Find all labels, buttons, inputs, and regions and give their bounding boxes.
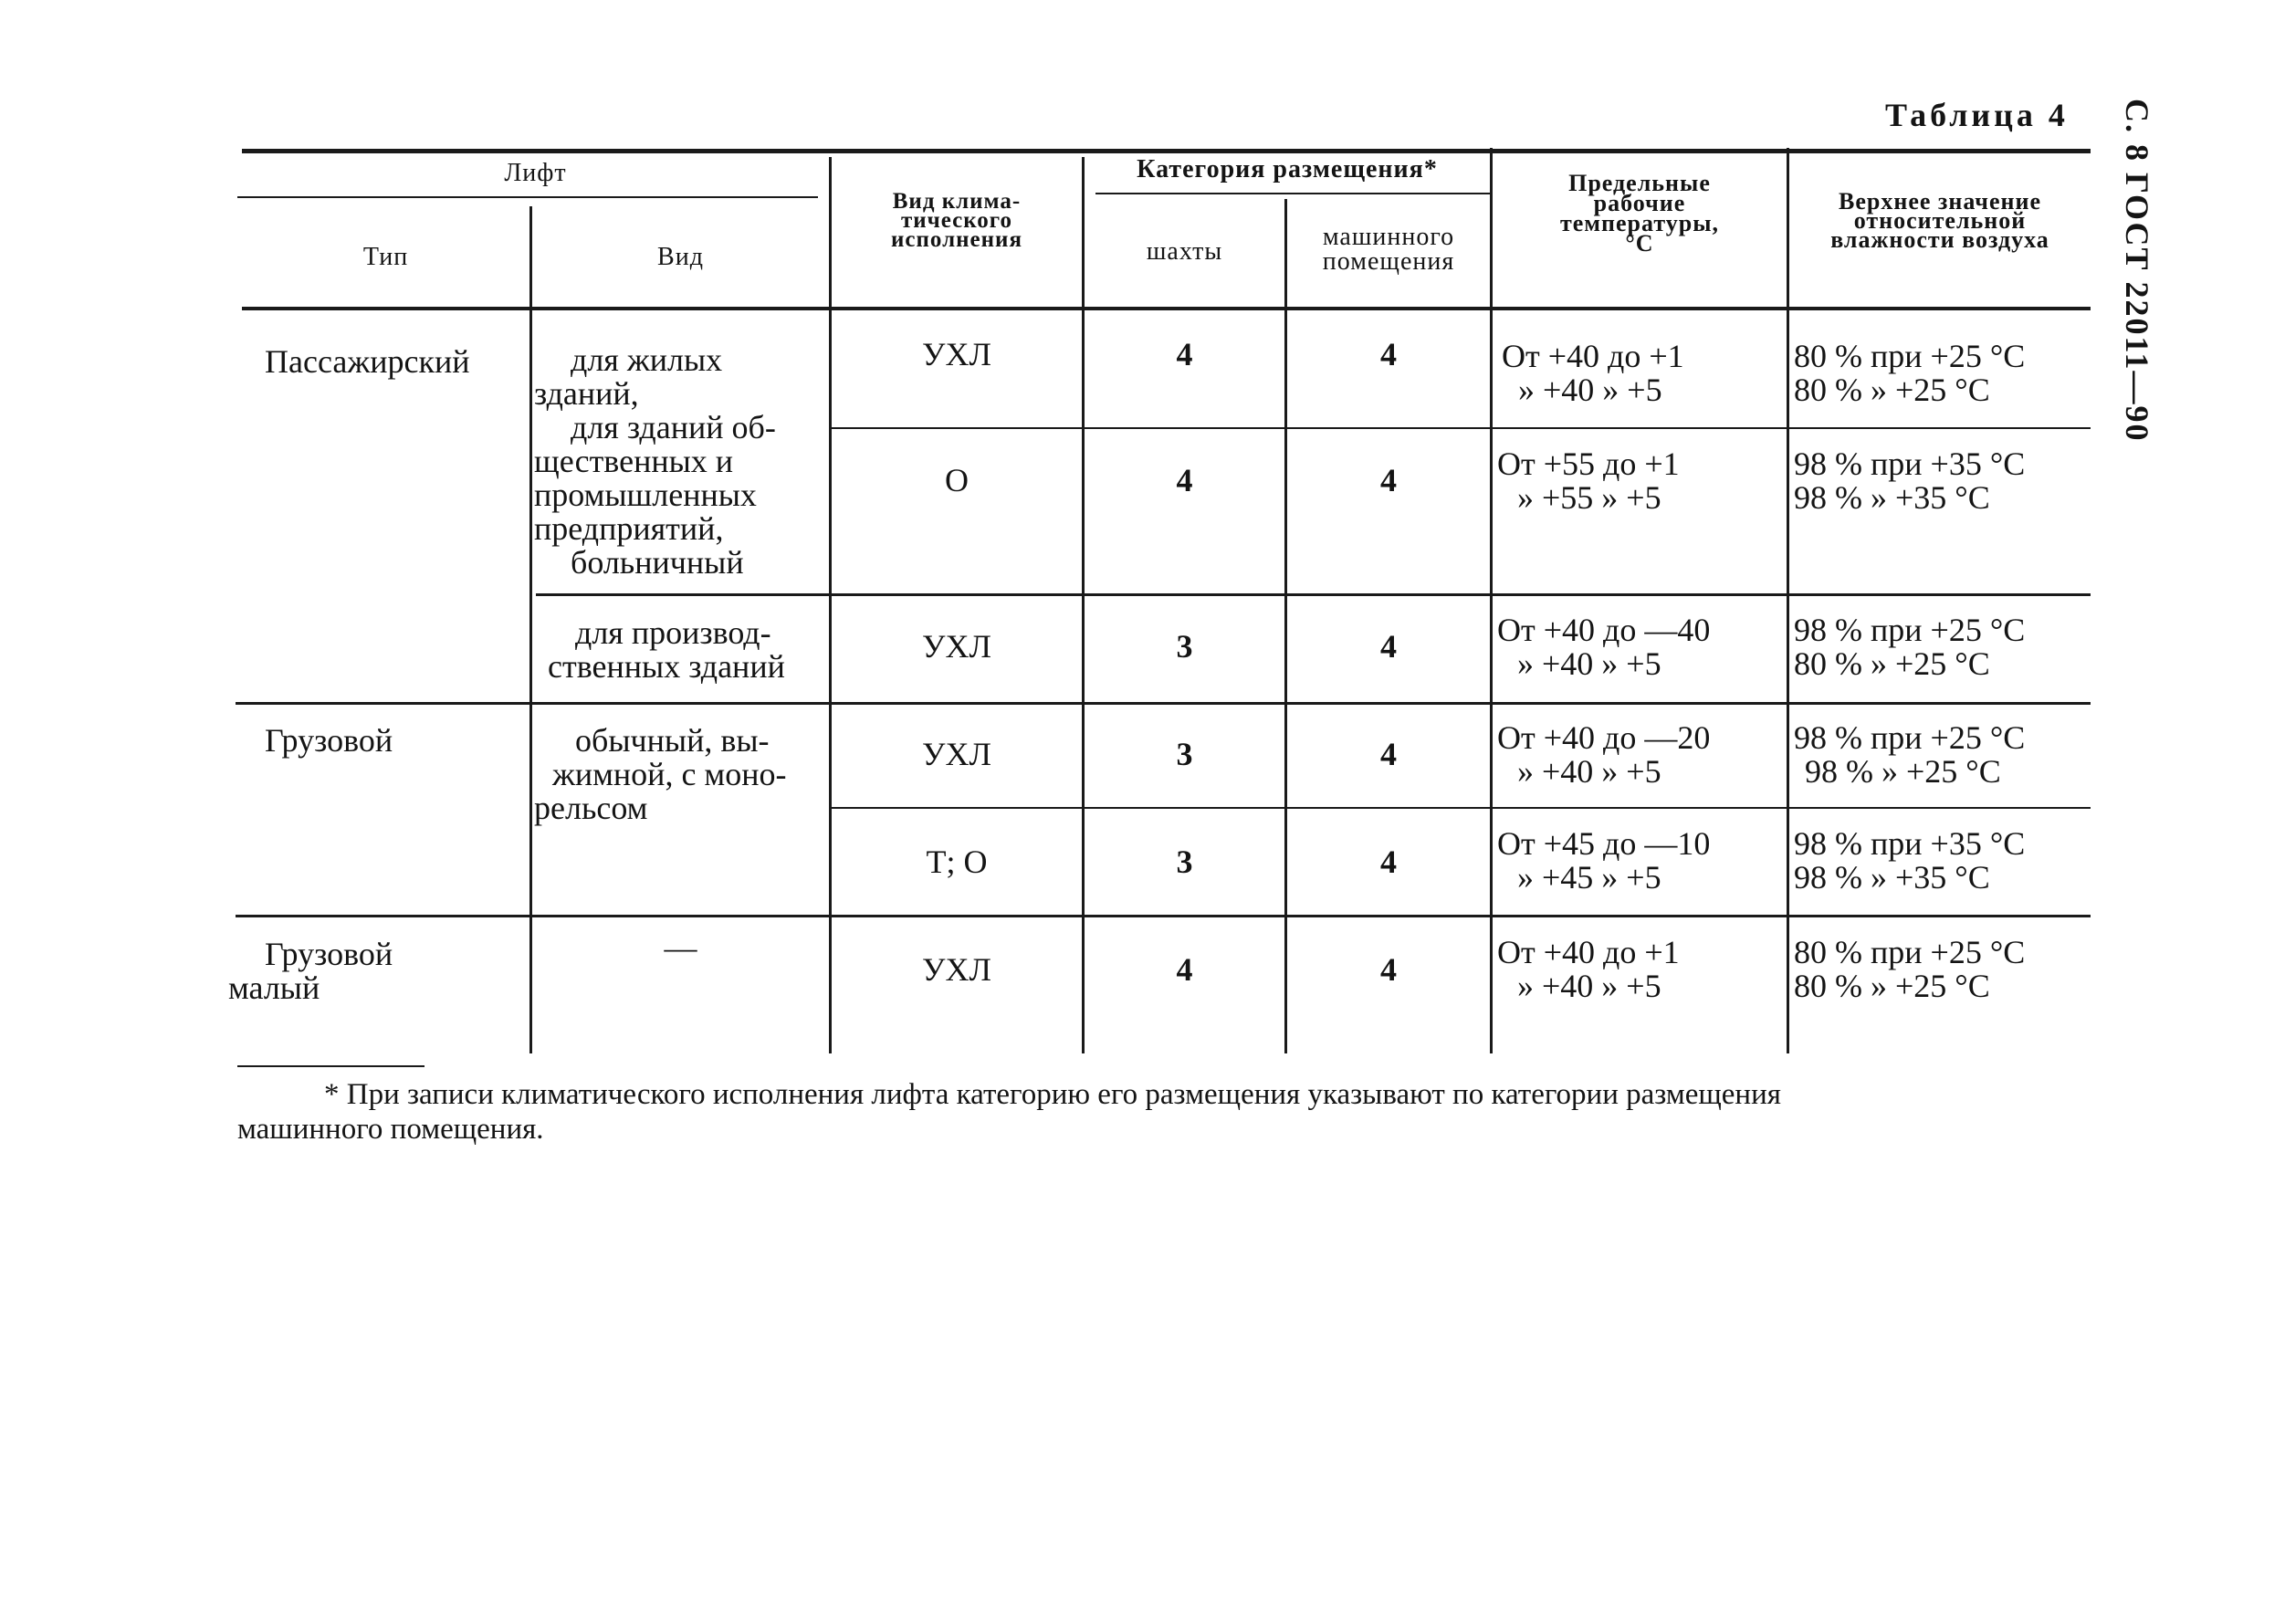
- cell-machine-category: 4: [1380, 951, 1397, 988]
- header-temperature: Предельные рабочие температуры, °С: [1559, 170, 1720, 257]
- cell-climate: УХЛ: [922, 736, 991, 772]
- cell-humidity: 98 % при +35 °С 98 % » +35 °С: [1794, 825, 2026, 896]
- lift-kind-small-freight: —: [664, 929, 697, 966]
- column-rule: [1082, 157, 1085, 1053]
- cell-climate: УХЛ: [922, 336, 991, 372]
- header-bottom-rule: [242, 307, 2091, 310]
- cell-climate: УХЛ: [922, 951, 991, 988]
- cell-climate: УХЛ: [922, 628, 991, 665]
- header-climate-type: Вид клима- тического исполнения: [891, 189, 1022, 252]
- row-rule: [236, 702, 2091, 705]
- header-kind: Вид: [657, 243, 704, 271]
- column-rule: [1787, 148, 1789, 1053]
- lift-type-small-freight: Грузовой малый: [228, 936, 393, 1006]
- footnote: [237, 1077, 2100, 1147]
- lift-kind-freight: обычный, вы- жимной, с моно- рельсом: [534, 722, 787, 826]
- header-category: Категория размещения*: [1137, 155, 1438, 183]
- cell-machine-category: 4: [1380, 736, 1397, 772]
- footnote-rule: [237, 1065, 425, 1067]
- cell-machine-category: 4: [1380, 628, 1397, 665]
- lift-kind-passenger-industrial: для производ- ственных зданий: [548, 614, 785, 685]
- table-top-rule: [242, 149, 2091, 153]
- cell-temperature: От +40 до —20 » +40 » +5: [1497, 719, 1711, 790]
- cell-climate: Т; О: [926, 843, 988, 880]
- cell-shaft-category: 4: [1176, 951, 1193, 988]
- table-title: Таблица 4: [1885, 97, 2069, 133]
- cell-machine-category: 4: [1380, 462, 1397, 498]
- category-header-rule: [1095, 193, 1491, 194]
- cell-humidity: 98 % при +25 °С 80 % » +25 °С: [1794, 612, 2026, 682]
- column-rule: [529, 206, 532, 1053]
- footnote-line: * При записи климатического исполнения лифта категорию его размещения указывают по категории размещения: [324, 1078, 1781, 1111]
- header-shaft: шахты: [1146, 237, 1223, 266]
- column-rule: [1284, 199, 1287, 1053]
- cell-humidity: 80 % при +25 °С 80 % » +25 °С: [1794, 934, 2026, 1004]
- cell-machine-category: 4: [1380, 336, 1397, 372]
- cell-temperature: От +55 до +1 » +55 » +5: [1497, 445, 1680, 516]
- side-label: С. 8 ГОСТ 22011—90: [2119, 99, 2155, 443]
- cell-temperature: От +45 до —10 » +45 » +5: [1497, 825, 1711, 896]
- lift-type-passenger: Пассажирский: [265, 343, 470, 380]
- cell-temperature: От +40 до —40 » +40 » +5: [1497, 612, 1711, 682]
- lift-type-freight: Грузовой: [265, 722, 393, 759]
- cell-shaft-category: 4: [1176, 462, 1193, 498]
- lift-kind-passenger-general: для жилых зданий, для зданий об- щественных и промышленных предприятий, больничный: [534, 341, 776, 581]
- cell-temperature: От +40 до +1 » +40 » +5: [1502, 338, 1684, 408]
- cell-machine-category: 4: [1380, 843, 1397, 880]
- column-rule: [829, 157, 832, 1053]
- cell-shaft-category: 4: [1176, 336, 1193, 372]
- lift-header-rule: [237, 196, 818, 198]
- cell-humidity: 98 % при +25 °С 98 % » +25 °С: [1794, 719, 2026, 790]
- header-humidity: Верхнее значение относительной влажности воздуха: [1830, 188, 2049, 253]
- cell-climate: О: [945, 462, 969, 498]
- row-rule: [832, 427, 2091, 429]
- cell-shaft-category: 3: [1176, 843, 1193, 880]
- cell-shaft-category: 3: [1176, 628, 1193, 665]
- header-lift: Лифт: [504, 159, 567, 187]
- header-machine-room: машинного помещения: [1322, 223, 1455, 276]
- header-type: Тип: [362, 243, 409, 271]
- column-rule: [1490, 148, 1493, 1053]
- cell-humidity: 80 % при +25 °С 80 % » +25 °С: [1794, 338, 2026, 408]
- cell-temperature: От +40 до +1 » +40 » +5: [1497, 934, 1680, 1004]
- row-rule: [236, 915, 2091, 917]
- cell-shaft-category: 3: [1176, 736, 1193, 772]
- row-rule: [832, 807, 2091, 809]
- row-rule: [536, 593, 2091, 596]
- cell-humidity: 98 % при +35 °С 98 % » +35 °С: [1794, 445, 2026, 516]
- footnote-line: машинного помещения.: [237, 1113, 544, 1146]
